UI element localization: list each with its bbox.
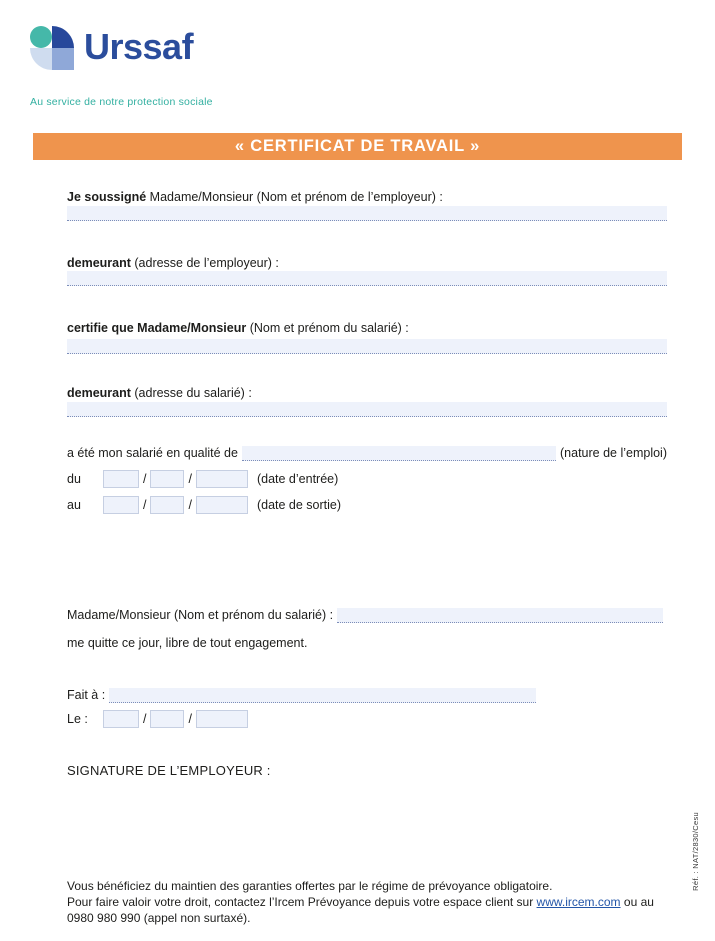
exit-date-month-input[interactable] <box>150 496 184 514</box>
departure-sentence: me quitte ce jour, libre de tout engagement. <box>67 636 308 650</box>
employee-name-input[interactable] <box>67 339 667 354</box>
footer-notice <box>67 878 667 926</box>
employee-name-label-bold: certifie que Madame/Monsieur <box>67 321 247 335</box>
employer-address-label-bold: demeurant <box>67 256 131 270</box>
signature-date-day-input[interactable] <box>103 710 139 728</box>
employer-signature-label: SIGNATURE DE L’EMPLOYEUR : <box>67 763 271 778</box>
job-nature-suffix: (nature de l’emploi) <box>560 446 667 460</box>
job-nature-prefix: a été mon salarié en qualité de <box>67 446 238 460</box>
footer-line3: 0980 980 990 (appel non surtaxé). <box>67 911 251 925</box>
departure-label: Madame/Monsieur (Nom et prénom du salarié) : <box>67 608 334 622</box>
exit-date-day-input[interactable] <box>103 496 139 514</box>
employer-name-input[interactable] <box>67 206 667 221</box>
date-separator: / <box>188 711 192 726</box>
signature-date-month-input[interactable] <box>150 710 184 728</box>
employee-address-label-bold: demeurant <box>67 386 131 400</box>
fait-a-input[interactable] <box>109 688 536 703</box>
employee-address-input[interactable] <box>67 402 667 417</box>
exit-date-suffix: (date de sortie) <box>256 497 342 512</box>
date-separator: / <box>143 471 147 486</box>
footer-line2 <box>67 894 667 910</box>
exit-date-prefix: au <box>67 497 81 512</box>
brand-tagline: Au service de notre protection sociale <box>30 96 213 108</box>
date-separator: / <box>143 711 147 726</box>
logo-quadrant-periwinkle <box>52 48 74 70</box>
reference-vertical-text: Réf. : NAT/2830/Cesu <box>691 812 700 891</box>
employee-name-label-rest: (Nom et prénom du salarié) : <box>246 321 409 335</box>
employer-address-label <box>67 256 667 271</box>
signature-date-label: Le : <box>67 711 88 726</box>
signature-date-year-input[interactable] <box>196 710 248 728</box>
urssaf-logo <box>30 26 213 108</box>
entry-date-day-input[interactable] <box>103 470 139 488</box>
document-title-banner: « CERTIFICAT DE TRAVAIL » <box>33 133 682 160</box>
entry-date-year-input[interactable] <box>196 470 248 488</box>
date-separator: / <box>188 497 192 512</box>
employer-name-label-rest: Madame/Monsieur (Nom et prénom de l’employeur) : <box>146 190 443 204</box>
date-separator: / <box>188 471 192 486</box>
employee-address-label <box>67 386 667 401</box>
footer-line2-text: Pour faire valoir votre droit, contactez l’Ircem Prévoyance depuis votre espace client sur <box>67 895 537 909</box>
entry-date-suffix: (date d’entrée) <box>256 471 339 486</box>
logo-quadrant-lightblue <box>30 48 52 70</box>
employer-name-label <box>67 190 667 205</box>
logo-quadrant-navy <box>52 26 74 48</box>
brand-name: Urssaf <box>84 26 194 67</box>
entry-date-month-input[interactable] <box>150 470 184 488</box>
logo-quadrant-teal <box>30 26 52 48</box>
ircem-link[interactable]: www.ircem.com <box>536 895 621 909</box>
employer-address-label-rest: (adresse de l’employeur) : <box>130 256 279 270</box>
footer-line1: Vous bénéficiez du maintien des garanties offertes par le régime de prévoyance obligatoire. <box>67 879 553 893</box>
employer-address-input[interactable] <box>67 271 667 286</box>
exit-date-year-input[interactable] <box>196 496 248 514</box>
employee-address-label-rest: (adresse du salarié) : <box>130 386 252 400</box>
entry-date-prefix: du <box>67 471 81 486</box>
fait-a-label: Fait à : <box>67 688 106 702</box>
departure-name-input[interactable] <box>337 608 663 623</box>
footer-line2-after: ou au <box>620 895 654 909</box>
urssaf-logo-icon <box>30 26 74 70</box>
date-separator: / <box>143 497 147 512</box>
job-nature-input[interactable] <box>242 446 556 461</box>
employer-name-label-bold: Je soussigné <box>67 190 147 204</box>
employee-name-label <box>67 321 667 336</box>
